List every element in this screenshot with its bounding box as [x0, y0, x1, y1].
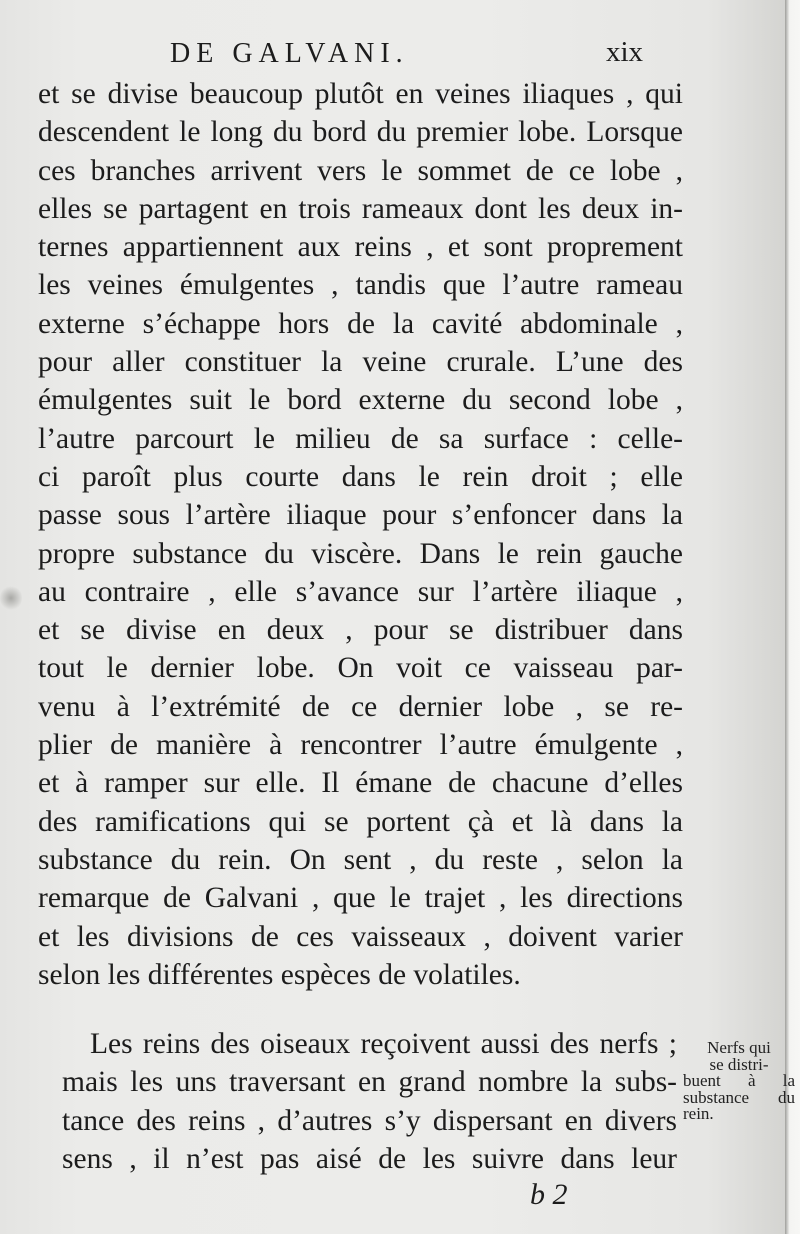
text-line: remarque de Galvani , que le trajet , les directions	[38, 882, 683, 915]
text-line: et à ramper sur elle. Il émane de chacune d’elles	[38, 767, 683, 800]
text-line: pour aller constituer la veine crurale. L’une des	[38, 346, 683, 379]
text-line: substance du rein. On sent , du reste , selon la	[38, 843, 683, 876]
margin-note	[683, 1040, 795, 1123]
text-line: et se divise en deux , pour se distribuer dans	[38, 614, 683, 647]
running-head: DE GALVANI.	[170, 38, 409, 69]
text-line: l’autre parcourt le milieu de sa surface : celle-	[38, 422, 683, 455]
text-line: ci paroît plus courte dans le rein droit ; elle	[38, 460, 683, 493]
text-line: descendent le long du bord du premier lobe. Lorsque	[38, 116, 683, 149]
margin-note-line: rein.	[683, 1104, 714, 1123]
page-number: xix	[606, 36, 644, 68]
text-line: elles se partagent en trois rameaux dont les deux in-	[38, 192, 683, 225]
text-line: émulgentes suit le bord externe du second lobe ,	[38, 384, 683, 417]
text-line: tance des reins , d’autres s’y dispersant en divers	[62, 1104, 677, 1137]
paragraph-1	[38, 75, 683, 994]
margin-note-line: Nerfs qui	[707, 1038, 771, 1057]
text-line: selon les différentes espèces de volatiles.	[38, 958, 521, 991]
text-line: tout le dernier lobe. On voit ce vaisseau par-	[38, 652, 683, 685]
margin-note-line: se distri-	[709, 1054, 769, 1074]
text-line: ternes appartiennent aux reins , et sont proprement	[38, 231, 683, 264]
text-line: plier de manière à rencontrer l’autre émulgente ,	[38, 729, 683, 762]
text-line: venu à l’extrémité de ce dernier lobe , se re-	[38, 690, 683, 723]
text-line: Les reins des oiseaux reçoivent aussi des nerfs ;	[90, 1028, 677, 1060]
margin-note-line: substance du	[683, 1087, 795, 1107]
text-line: mais les uns traversant en grand nombre la subs-	[62, 1066, 677, 1099]
text-line: des ramifications qui se portent çà et là dans la	[38, 805, 683, 838]
text-line: sens , il n’est pas aisé de les suivre dans leur	[62, 1142, 677, 1175]
paragraph-2	[62, 1025, 677, 1178]
margin-note-line: buent à la	[683, 1071, 795, 1090]
text-line: les veines émulgentes , tandis que l’autre rameau	[38, 269, 683, 302]
text-line: propre substance du viscère. Dans le rein gauche	[38, 537, 683, 570]
text-line: au contraire , elle s’avance sur l’artère iliaque ,	[38, 575, 683, 608]
text-line: externe s’échappe hors de la cavité abdominale ,	[38, 307, 683, 340]
text-line: passe sous l’artère iliaque pour s’enfoncer dans la	[38, 499, 683, 532]
paper-stain	[0, 585, 22, 611]
text-line: et se divise beaucoup plutôt en veines iliaques , qui	[38, 78, 683, 110]
signature-mark: b 2	[530, 1178, 568, 1211]
text-line: ces branches arrivent vers le sommet de ce lobe ,	[38, 154, 683, 187]
text-line: et les divisions de ces vaisseaux , doivent varier	[38, 920, 683, 953]
